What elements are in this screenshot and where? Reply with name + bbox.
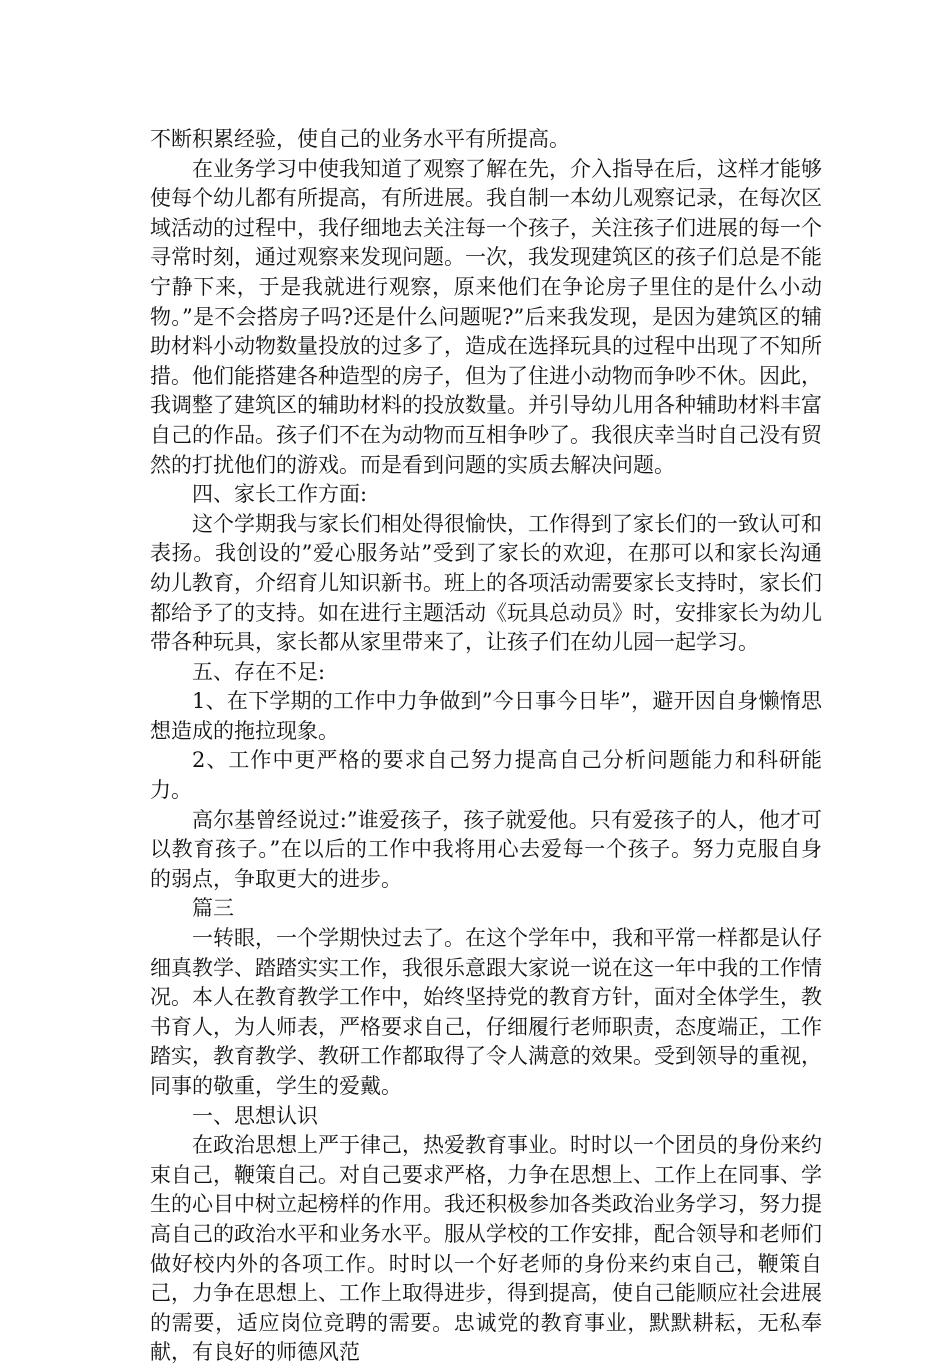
list-item-shortcoming-1: 1、在下学期的工作中力争做到”今日事今日毕”，避开因自身懒惰思想造成的拖拉现象。	[150, 689, 822, 743]
paragraph-observation: 在业务学习中使我知道了观察了解在先，介入指导在后，这样才能够使每个幼儿都有所提高，有所进展。我自制一本幼儿观察记录，在每次区域活动的过程中，我仔细地去关注每一个孩子，关注孩子们进展的每一个寻常时刻，通过观察来发现问题。一次，我发现建筑区的孩子们总是不能宁静下来，于是我就进行观察，原来他们在争论房子里住的是什么小动物。”是不会搭房子吗?还是什么问题呢?”后来我发现，是因为建筑区的辅助材料小动物数量投放的过多了，造成在选择玩具的过程中出现了不知所措。他们能搭建各种造型的房子，但为了住进小动物而争吵不休。因此，我调整了建筑区的辅助材料的投放数量。并引导幼儿用各种辅助材料丰富自己的作品。孩子们不在为动物而互相争吵了。我很庆幸当时自己没有贸然的打扰他们的游戏。而是看到问题的实质去解决问题。	[150, 156, 822, 477]
paragraph-parent-work: 这个学期我与家长们相处得很愉快，工作得到了家长们的一致认可和表扬。我创设的”爱心服务站”受到了家长的欢迎，在那可以和家长沟通幼儿教育，介绍育儿知识新书。班上的各项活动需要家长支持时，家长们都给予了的支持。如在进行主题活动《玩具总动员》时，安排家长为幼儿带各种玩具，家长都从家里带来了，让孩子们在幼儿园一起学习。	[150, 511, 822, 655]
paragraph-ideology: 在政治思想上严于律己，热爱教育事业。时时以一个团员的身份来约束自己，鞭策自己。对自己要求严格，力争在思想上、工作上在同事、学生的心目中树立起榜样的作用。我还积极参加各类政治业务学习，努力提高自己的政治水平和业务水平。服从学校的工作安排，配合领导和老师们做好校内外的各项工作。时时以一个好老师的身份来约束自己，鞭策自己，力争在思想上、工作上取得进步，得到提高，使自己能顺应社会进展的需要，适应岗位竞聘的需要。忠诚党的教育事业，默默耕耘，无私奉献，有良好的师德风范	[150, 1133, 822, 1365]
document-body	[150, 125, 822, 1368]
section-heading-shortcomings: 五、存在不足:	[192, 659, 326, 684]
paragraph-continuation: 不断积累经验，使自己的业务水平有所提高。	[150, 127, 570, 151]
paragraph-quote: 高尔基曾经说过:”谁爱孩子，孩子就爱他。只有爱孩子的人，他才可以教育孩子。”在以后的工作中我将用心去爱每一个孩子。努力克服自身的弱点，争取更大的进步。	[150, 807, 822, 891]
list-item-shortcoming-2: 2、工作中更严格的要求自己努力提高自己分析问题能力和科研能力。	[150, 748, 822, 803]
paragraph-intro: 一转眼，一个学期快过去了。在这个学年中，我和平常一样都是认仔细真教学、踏踏实实工作，我很乐意跟大家说一说在这一年中我的工作情况。本人在教育教学工作中，始终坚持党的教育方针，面对全体学生，教书育人，为人师表，严格要求自己，仔细履行老师职责，态度端正，工作踏实，教育教学、教研工作都取得了令人满意的效果。受到领导的重视，同事的敬重，学生的爱戴。	[150, 926, 822, 1098]
section-heading-part-three: 篇三	[192, 896, 234, 921]
section-heading-parent-work: 四、家长工作方面:	[192, 482, 368, 507]
section-heading-ideology: 一、思想认识	[192, 1103, 318, 1128]
